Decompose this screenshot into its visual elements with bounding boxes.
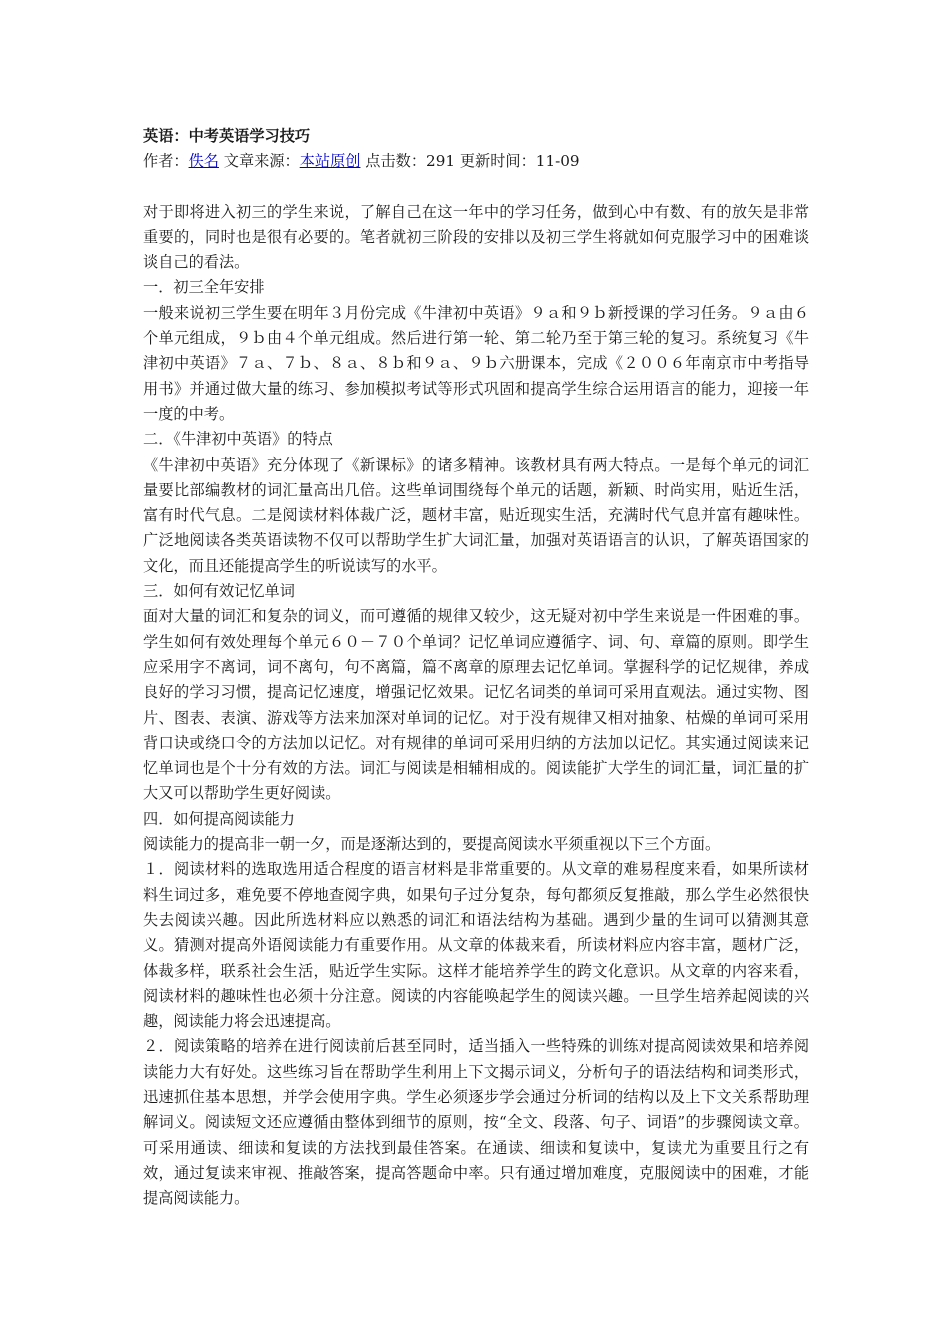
section-heading: 三．如何有效记忆单词 <box>143 582 295 601</box>
section-paragraph: 一般来说初三学生要在明年３月份完成《牛津初中英语》９ａ和９ｂ新授课的学习任务。９ａ由６个单元组成，９ｂ由４个单元组成。然后进行第一轮、第二轮乃至于第三轮的复习。系统复习《牛津初中英语》７ａ、７ｂ、８ａ、８ｂ和９ａ、９ｂ六册课本，完成《２００６年南京市中考指导用书》并通过做大量的练习、参加模拟考试等形式巩固和提高学生综合运用语言的能力，迎接一年一度的中考。 <box>143 303 809 423</box>
clicks-value: 291 <box>426 152 456 171</box>
author-label: 作者： <box>143 152 189 171</box>
section-heading: 四．如何提高阅读能力 <box>143 809 295 828</box>
updated-label: 更新时间： <box>459 152 536 171</box>
source-label: 文章来源： <box>223 152 300 171</box>
blank-line <box>143 175 809 200</box>
intro-paragraph: 对于即将进入初三的学生来说，了解自己在这一年中的学习任务，做到心中有数、有的放矢是非常重要的，同时也是很有必要的。笔者就初三阶段的安排以及初三学生将就如何克服学习中的困难谈谈自己的看法。 <box>143 202 809 272</box>
clicks-label: 点击数： <box>365 152 427 171</box>
section-paragraph: ２．阅读策略的培养在进行阅读前后甚至同时，适当插入一些特殊的训练对提高阅读效果和培养阅读能力大有好处。这些练习旨在帮助学生利用上下文揭示词义，分析句子的语法结构和词类形式，迅速抓住基本思想，并学会使用字典。学生必须逐步学会通过分析词的结构以及上下文关系帮助理解词义。阅读短文还应遵循由整体到细节的原则，按“全文、段落、句子、词语”的步骤阅读文章。可采用通读、细读和复读的方法找到最佳答案。在通读、细读和复读中，复读尤为重要且行之有效，通过复读来审视、推敲答案，提高答题命中率。只有通过增加难度，克服阅读中的困难，才能提高阅读能力。 <box>143 1037 809 1208</box>
section-heading: 二．《牛津初中英语》的特点 <box>143 430 333 449</box>
section-heading: 一．初三全年安排 <box>143 278 265 297</box>
section-paragraph: 《牛津初中英语》充分体现了《新课标》的诸多精神。该教材具有两大特点。一是每个单元的词汇量要比部编教材的词汇量高出几倍。这些单词围绕每个单元的话题，新颖、时尚实用，贴近生活，富有时代气息。二是阅读材料体裁广泛，题材丰富，贴近现实生活，充满时代气息并富有趣味性。广泛地阅读各类英语读物不仅可以帮助学生扩大词汇量，加强对英语语言的认识，了解英语国家的文化，而且还能提高学生的听说读写的水平。 <box>143 455 809 575</box>
source-link[interactable]: 本站原创 <box>299 152 361 171</box>
article-meta <box>143 149 809 174</box>
updated-value: 11-09 <box>535 152 580 171</box>
article <box>143 124 809 1211</box>
author-link[interactable]: 佚名 <box>188 152 219 171</box>
section-paragraph: 面对大量的词汇和复杂的词义，而可遵循的规律又较少，这无疑对初中学生来说是一件困难的事。学生如何有效处理每个单元６０－７０个单词？记忆单词应遵循字、词、句、章篇的原则。即学生应采用字不离词，词不离句，句不离篇，篇不离章的原理去记忆单词。掌握科学的记忆规律，养成良好的学习习惯，提高记忆速度，增强记忆效果。记忆名词类的单词可采用直观法。通过实物、图片、图表、表演、游戏等方法来加深对单词的记忆。对于没有规律又相对抽象、枯燥的单词可采用背口诀或绕口令的方法加以记忆。对有规律的单词可采用归纳的方法加以记忆。其实通过阅读来记忆单词也是个十分有效的方法。词汇与阅读是相辅相成的。阅读能扩大学生的词汇量，词汇量的扩大又可以帮助学生更好阅读。 <box>143 607 809 803</box>
article-title: 英语：中考英语学习技巧 <box>143 127 311 145</box>
section-paragraph: 阅读能力的提高非一朝一夕，而是逐渐达到的，要提高阅读水平须重视以下三个方面。 <box>143 835 721 854</box>
section-paragraph: １．阅读材料的选取选用适合程度的语言材料是非常重要的。从文章的难易程度来看，如果所读材料生词过多，难免要不停地查阅字典，如果句子过分复杂，每句都须反复推敲，那么学生必然很快失去阅读兴趣。因此所选材料应以熟悉的词汇和语法结构为基础。遇到少量的生词可以猜测其意义。猜测对提高外语阅读能力有重要作用。从文章的体裁来看，所读材料应内容丰富，题材广泛，体裁多样，联系社会生活，贴近学生实际。这样才能培养学生的跨文化意识。从文章的内容来看，阅读材料的趣味性也必须十分注意。阅读的内容能唤起学生的阅读兴趣。一旦学生培养起阅读的兴趣，阅读能力将会迅速提高。 <box>143 860 809 1031</box>
